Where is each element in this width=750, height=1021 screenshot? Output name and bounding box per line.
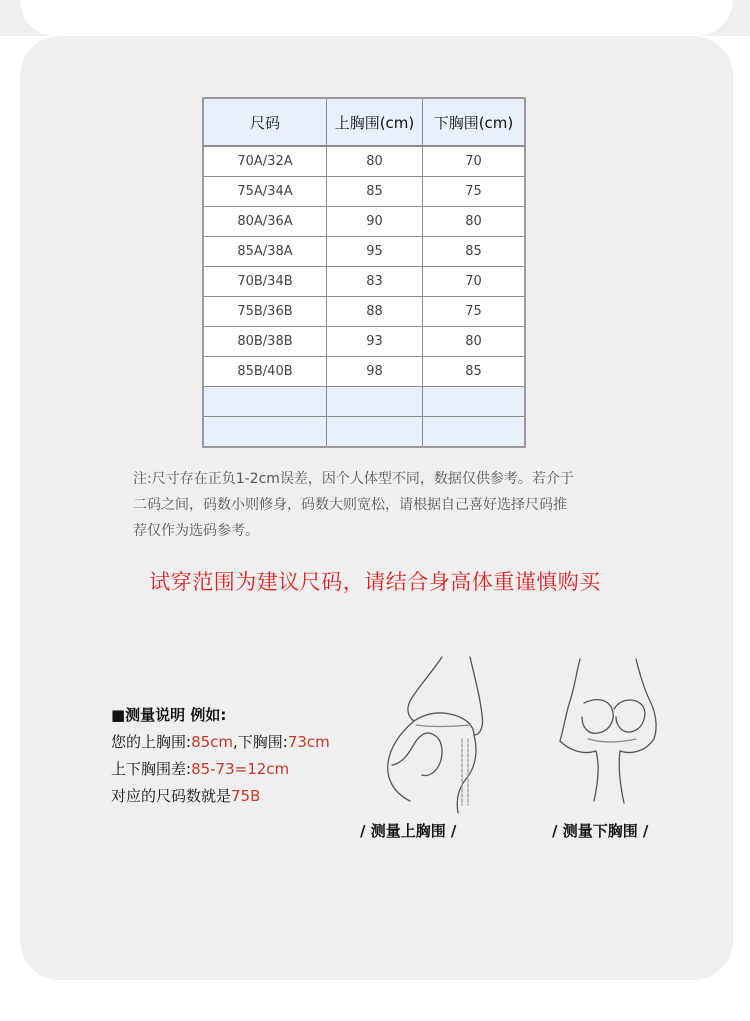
note-line: 注:尺寸存在正负1-2cm误差，因个人体型不同，数据仅供参考。若介于 bbox=[133, 471, 574, 487]
cell-upper: 95 bbox=[327, 237, 423, 267]
table-header-row bbox=[203, 98, 525, 146]
upper-label: 您的上胸围: bbox=[111, 733, 192, 751]
cell-lower: 85 bbox=[423, 237, 526, 267]
table-row bbox=[203, 267, 525, 297]
cell-size: 75B/36B bbox=[203, 297, 327, 327]
diff-value: 85-73=12cm bbox=[191, 760, 290, 778]
table-row bbox=[203, 146, 525, 177]
header-size: 尺码 bbox=[203, 98, 327, 146]
upper-value: 85cm bbox=[191, 733, 234, 751]
note-line: 二码之间，码数小则修身，码数大则宽松，请根据自己喜好选择尺码推 bbox=[133, 497, 567, 513]
cell-size: 70B/34B bbox=[203, 267, 327, 297]
result-label: 对应的尺码数就是 bbox=[111, 787, 232, 805]
note-line: 荐仅作为选码参考。 bbox=[133, 523, 259, 539]
lower-bust-figure-icon bbox=[540, 655, 680, 815]
cell-size: 85B/40B bbox=[203, 357, 327, 387]
table-row bbox=[203, 237, 525, 267]
cell-upper: 83 bbox=[327, 267, 423, 297]
cell-empty bbox=[423, 417, 526, 448]
guide-title: ■测量说明 例如: bbox=[111, 706, 227, 724]
cell-size: 70A/32A bbox=[203, 146, 327, 177]
table-row bbox=[203, 297, 525, 327]
cell-upper: 80 bbox=[327, 146, 423, 177]
cell-empty bbox=[327, 387, 423, 417]
cell-size: 75A/34A bbox=[203, 177, 327, 207]
header-lower-bust: 下胸围(cm) bbox=[423, 98, 526, 146]
cell-lower: 80 bbox=[423, 327, 526, 357]
cell-size: 80B/38B bbox=[203, 327, 327, 357]
lower-bust-caption: / 测量下胸围 / bbox=[552, 822, 649, 840]
table-row bbox=[203, 357, 525, 387]
cell-upper: 90 bbox=[327, 207, 423, 237]
result-value: 75B bbox=[231, 787, 261, 805]
cell-empty bbox=[327, 417, 423, 448]
table-row-empty bbox=[203, 387, 525, 417]
table-row bbox=[203, 177, 525, 207]
table-row-empty bbox=[203, 417, 525, 448]
size-table bbox=[202, 97, 526, 448]
lower-value: 73cm bbox=[287, 733, 330, 751]
cell-empty bbox=[203, 417, 327, 448]
cell-lower: 75 bbox=[423, 297, 526, 327]
size-notice: 试穿范围为建议尺码，请结合身高体重谨慎购买 bbox=[149, 570, 601, 594]
cell-lower: 70 bbox=[423, 267, 526, 297]
upper-bust-caption: / 测量上胸围 / bbox=[360, 822, 457, 840]
top-card bbox=[20, 0, 733, 36]
cell-upper: 98 bbox=[327, 357, 423, 387]
cell-lower: 70 bbox=[423, 146, 526, 177]
table-row bbox=[203, 327, 525, 357]
table-row bbox=[203, 207, 525, 237]
cell-empty bbox=[423, 387, 526, 417]
guide-line-diff bbox=[111, 756, 330, 783]
guide-line-result bbox=[111, 783, 330, 810]
diff-label: 上下胸围差: bbox=[111, 760, 192, 778]
size-note bbox=[133, 466, 643, 544]
cell-lower: 80 bbox=[423, 207, 526, 237]
top-band bbox=[0, 0, 750, 36]
measure-guide bbox=[111, 702, 330, 810]
cell-upper: 88 bbox=[327, 297, 423, 327]
cell-upper: 93 bbox=[327, 327, 423, 357]
cell-size: 85A/38A bbox=[203, 237, 327, 267]
guide-line-upper-lower bbox=[111, 729, 330, 756]
cell-empty bbox=[203, 387, 327, 417]
cell-lower: 85 bbox=[423, 357, 526, 387]
cell-lower: 75 bbox=[423, 177, 526, 207]
upper-bust-figure-icon bbox=[370, 655, 510, 815]
cell-size: 80A/36A bbox=[203, 207, 327, 237]
header-upper-bust: 上胸围(cm) bbox=[327, 98, 423, 146]
lower-label: ,下胸围: bbox=[233, 733, 288, 751]
cell-upper: 85 bbox=[327, 177, 423, 207]
